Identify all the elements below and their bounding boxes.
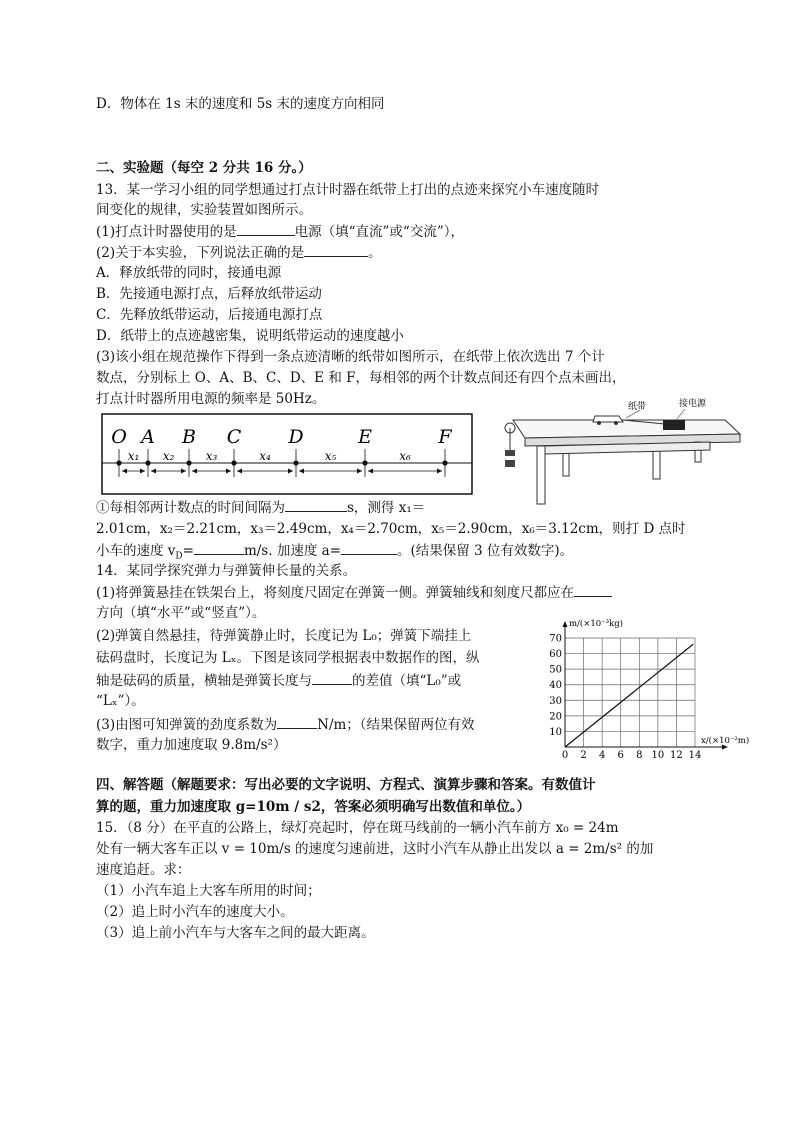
x-axis-label: x/(×10⁻²m)	[701, 736, 750, 746]
arrow-head	[357, 469, 362, 474]
q14-part2-text-a: 轴是砝码的质量，横轴是弹簧长度与	[96, 673, 312, 689]
arrow-head	[226, 469, 231, 474]
q14-part1-text-a: (1)将弹簧悬挂在铁架台上，将刻度尺固定在弹簧一侧。弹簧轴线和刻度尺都应在	[96, 585, 575, 601]
q13-part1-text-a: (1)打点计时器使用的是	[96, 224, 237, 240]
tape-point-label: F	[438, 426, 452, 448]
y-tick-label: 10	[549, 726, 562, 738]
tape-segment-label: x₂	[162, 449, 175, 463]
q13-sub3-text-d: 。(结果保留 3 位有效数字)。	[396, 543, 574, 559]
q13-sub3-subscript: D	[175, 551, 183, 562]
q13-part1	[96, 221, 464, 242]
q13-line2: 间变化的规律，实验装置如图所示。	[96, 202, 312, 218]
section-4-title-line1: 四、解答题（解题要求：写出必要的文字说明、方程式、演算步骤和答案。有数值计	[96, 777, 596, 793]
arrow-head	[288, 469, 293, 474]
x-tick-label: 2	[580, 750, 587, 761]
arrow-head	[192, 469, 197, 474]
tape-point-label: D	[288, 426, 304, 448]
cart-wheel-icon	[597, 421, 601, 425]
section-2-title: 二、实验题（每空 2 分共 16 分。）	[96, 160, 312, 176]
x-tick-label: 14	[688, 750, 702, 761]
q14-part3-text-b: N/m；（结果保留两位有效	[317, 717, 475, 733]
y-tick-label: 30	[549, 695, 562, 707]
arrow-head	[122, 469, 127, 474]
y-tick-label: 60	[549, 649, 562, 661]
q14-part2-line3	[96, 670, 461, 691]
tape-border	[102, 414, 472, 494]
label-paper-tape: 纸带	[628, 402, 647, 412]
answer-blank-power[interactable]	[237, 221, 295, 236]
tape-point-label: O	[111, 426, 127, 448]
section-4-title-line2: 算的题，重力加速度取 g=10m / s2，答案必须明确写出数值和单位。）	[96, 799, 531, 815]
q15-sub3: （3）追上前小汽车与大客车之间的最大距离。	[96, 925, 375, 941]
q13-part1-text-b: 电源（填“直流”或“交流”），	[294, 224, 464, 240]
x-tick-label: 10	[651, 750, 665, 761]
q13-option-a: A．释放纸带的同时，接通电源	[96, 265, 282, 281]
answer-blank-spring-constant[interactable]	[277, 714, 317, 729]
tape-segment-label: x₃	[205, 449, 218, 463]
q13-part3-line2: 数点，分别标上 O、A、B、C、D、E 和 F，每相邻的两个计数点间还有四个点未画出，	[96, 370, 626, 386]
q13-sub3-eq: =	[182, 543, 194, 559]
y-axis-label: m/(×10⁻³kg)	[569, 619, 623, 629]
q13-option-b: B．先接通电源打点，后释放纸带运动	[96, 286, 322, 302]
arrow-head	[368, 469, 373, 474]
tape-point-label: A	[141, 426, 155, 448]
arrow-head	[151, 469, 156, 474]
tape-point-label: E	[358, 426, 372, 448]
q13-sub3-text-c: m/s. 加速度 a=	[243, 543, 341, 559]
label-leader	[677, 409, 685, 419]
choice-option-d: D．物体在 1s 末的速度和 5s 末的速度方向相同	[96, 96, 385, 112]
q14-part2-line4: “Lₓ”）。	[96, 693, 145, 709]
q13-sub1	[96, 497, 425, 518]
arrow-head	[181, 469, 186, 474]
arrow-head	[140, 469, 145, 474]
paper-tape-figure	[101, 413, 473, 495]
answer-blank-direction[interactable]	[574, 582, 612, 597]
q14-part1-line2: 方向（填“水平”或“竖直”）。	[96, 605, 266, 621]
q14-part1	[96, 582, 612, 603]
q13-part3-line1: (3)该小组在规范操作下得到一条点迹清晰的纸带如图所示，在纸带上依次选出 7 个计	[96, 349, 605, 365]
x-tick-label: 6	[617, 750, 624, 761]
q13-part2-text-b: 。	[368, 245, 382, 261]
arrow-head	[437, 469, 442, 474]
tape-segment-label: x₄	[259, 449, 271, 463]
apparatus-figure	[495, 398, 745, 508]
q14-part2-line1: (2)弹簧自然悬挂，待弹簧静止时，长度记为 L₀；弹簧下端挂上	[96, 628, 472, 644]
q15-line3: 速度追赶。求：	[96, 862, 191, 878]
hook-weight-icon	[505, 460, 515, 467]
cart-icon	[593, 416, 623, 422]
x-tick-label: 0	[561, 750, 569, 761]
answer-blank-interval[interactable]	[285, 497, 347, 512]
y-tick-label: 20	[549, 711, 562, 723]
arrow-head	[237, 469, 242, 474]
q13-part2-text-a: (2)关于本实验，下列说法正确的是	[96, 245, 305, 261]
q15-line1: 15．（8 分）在平直的公路上，绿灯亮起时，停在斑马线前的一辆小汽车前方 x₀ = 24m	[96, 820, 619, 836]
q14-part2-line2: 砝码盘时，长度记为 Lₓ。下图是该同学根据表中数据作的图，纵	[96, 650, 480, 666]
y-tick-label: 50	[549, 664, 562, 676]
tape-point-label: C	[226, 426, 242, 448]
x-tick-label: 12	[670, 750, 683, 761]
timer-icon	[663, 420, 685, 430]
table-leg	[537, 446, 545, 504]
answer-blank-acceleration[interactable]	[341, 540, 397, 555]
q14-part2-text-b: 的差值（填“L₀”或	[352, 673, 462, 689]
q13-sub2: 2.01cm，x₂＝2.21cm，x₃＝2.49cm，x₄＝2.70cm，x₅＝2.90cm，x₆＝3.12cm，则打 D 点时	[96, 521, 686, 537]
q13-line1: 13．某一学习小组的同学想通过打点计时器在纸带上打出的点迹来探究小车速度随时	[96, 182, 600, 198]
answer-blank-correct-option[interactable]	[304, 242, 368, 257]
label-power: 接电源	[679, 399, 707, 409]
q15-sub2: （2）追上时小汽车的速度大小。	[96, 904, 294, 920]
q13-sub3-text-a: 小车的速度 v	[96, 543, 176, 559]
q13-part3-line3: 打点计时器所用电源的频率是 50Hz。	[96, 391, 326, 407]
mass-length-chart	[545, 616, 760, 766]
answer-blank-velocity[interactable]	[194, 540, 244, 555]
y-tick-label: 40	[549, 680, 562, 692]
q15-sub1: （1）小汽车追上大客车所用的时间；	[96, 883, 321, 899]
q13-option-c: C．先释放纸带运动，后接通电源打点	[96, 307, 323, 323]
q14-part3-text-a: (3)由图可知弹簧的劲度系数为	[96, 717, 278, 733]
q13-part2	[96, 242, 382, 263]
q14-part3-line2: 数字，重力加速度取 9.8m/s²）	[96, 737, 287, 753]
y-axis-arrow	[563, 621, 568, 627]
q14-line1: 14．某同学探究弹力与弹簧伸长量的关系。	[96, 563, 357, 579]
y-tick-label: 70	[549, 633, 562, 645]
hook-weight-icon	[505, 450, 515, 456]
answer-blank-length[interactable]	[312, 670, 352, 685]
tape-segment-label: x₁	[127, 449, 140, 463]
x-tick-label: 8	[636, 750, 643, 761]
q13-sub1-text-a: ①每相邻两计数点的时间间隔为	[96, 500, 285, 516]
arrow-head	[299, 469, 304, 474]
q13-sub1-text-b: s，测得 x₁＝	[347, 500, 426, 516]
q15-line2: 处有一辆大客车正以 v = 10m/s 的速度匀速前进，这时小汽车从静止出发以 a = 2m/s² 的加	[96, 841, 654, 857]
x-tick-label: 4	[598, 750, 606, 761]
cart-wheel-icon	[614, 421, 618, 425]
tape-point-label: B	[182, 426, 196, 448]
q14-part3	[96, 714, 475, 735]
tape-segment-label: x₅	[324, 449, 337, 463]
tape-segment-label: x₆	[399, 449, 411, 463]
q13-option-d: D．纸带上的点迹越密集，说明纸带运动的速度越小	[96, 328, 404, 344]
